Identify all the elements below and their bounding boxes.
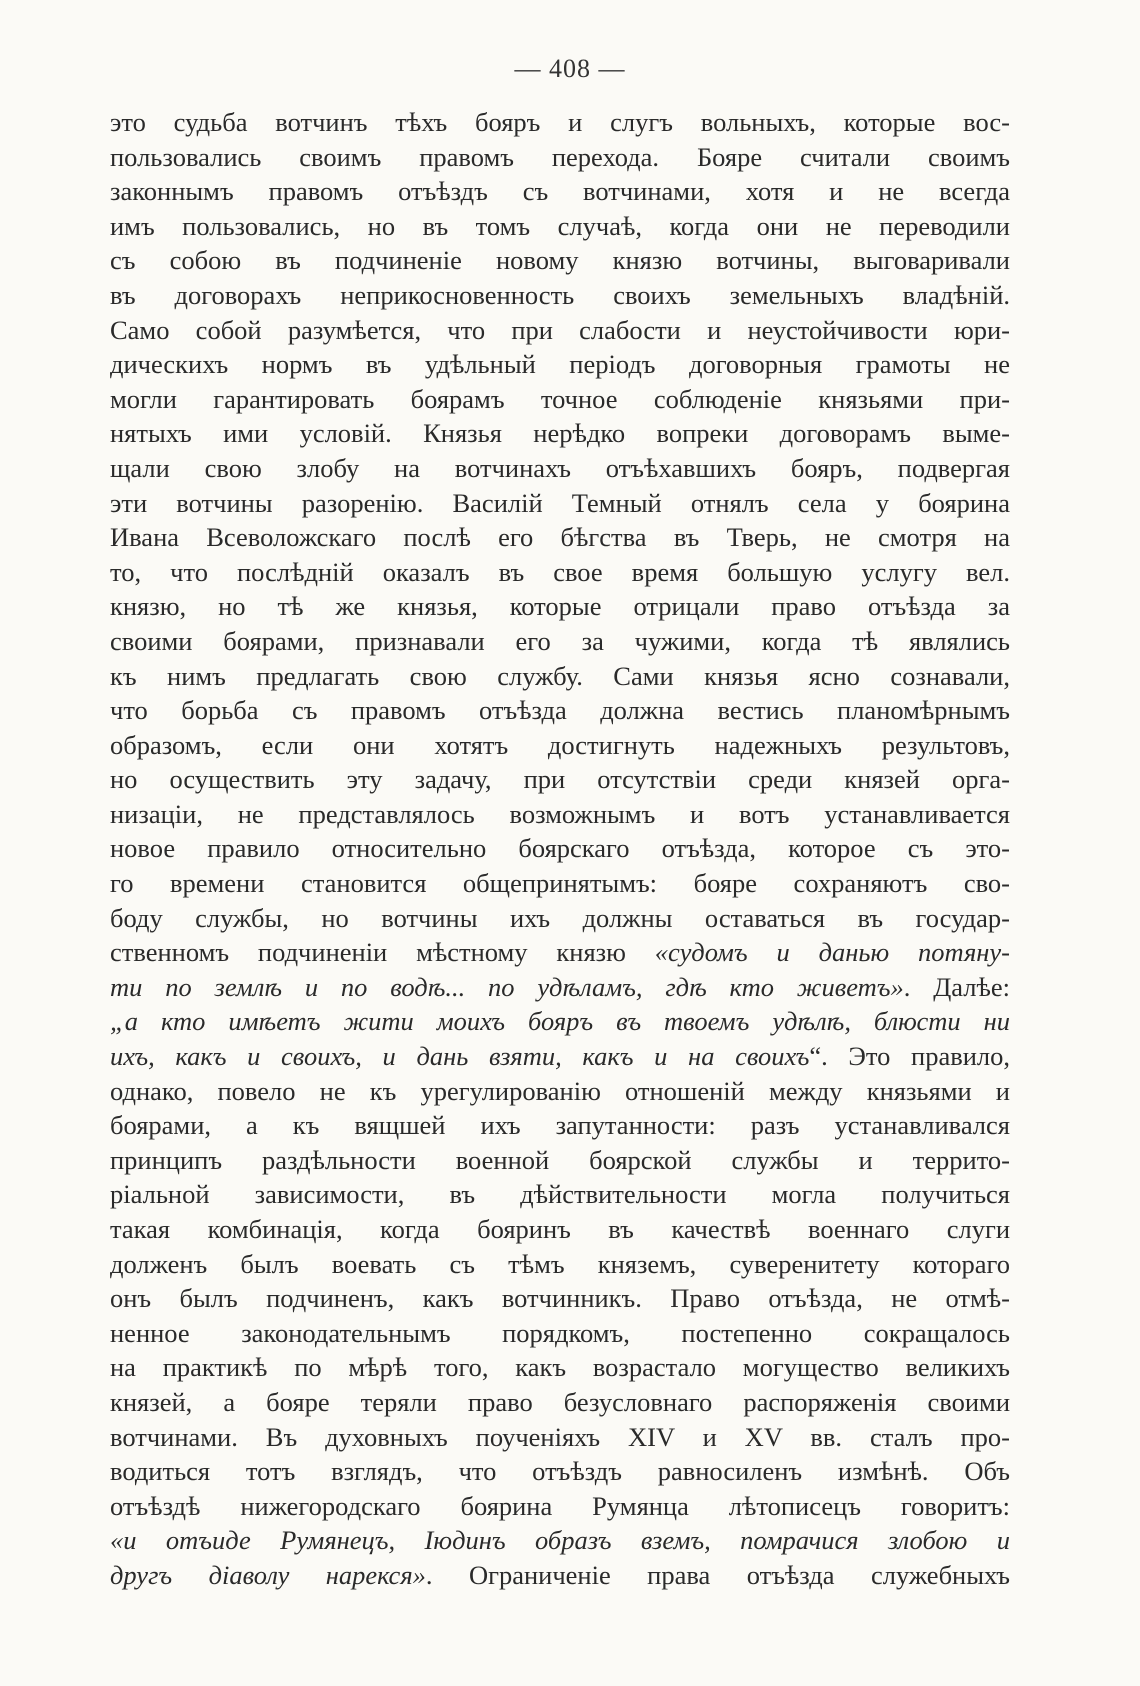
text-segment: такая комбинація, когда бояринъ въ качествѣ военнаго слуги <box>110 1214 1010 1244</box>
text-line <box>110 174 1010 209</box>
text-segment: что борьба съ правомъ отъѣзда должна вестись планомѣрнымъ <box>110 695 1010 726</box>
text-segment: щали свою злобу на вотчинахъ отъѣхавшихъ бояръ, подвергая <box>110 452 1010 483</box>
text-line <box>110 1454 1010 1489</box>
text-segment: то, что послѣдній оказалъ въ свое время большую услугу вел. <box>110 556 1010 587</box>
text-segment: низаціи, не представлялось возможнымъ и вотъ устанавливается <box>110 798 1010 829</box>
text-line <box>110 1316 1010 1351</box>
text-line <box>110 347 1010 382</box>
text-line <box>110 1108 1010 1143</box>
text-segment: это судьба вотчинъ тѣхъ бояръ и слугъ вольныхъ, которые вос- <box>110 107 1010 137</box>
text-segment: съ собою въ подчиненіе новому князю вотчины, выговаривали <box>110 245 1010 276</box>
text-line <box>110 1385 1010 1420</box>
text-line <box>110 1074 1010 1109</box>
text-line <box>110 728 1010 763</box>
text-line <box>110 901 1010 936</box>
text-segment: князей, а бояре теряли право безусловнаго распоряженія своими <box>110 1386 1010 1417</box>
text-line <box>110 1420 1010 1455</box>
text-segment: водиться тотъ взглядъ, что отъѣздъ равносиленъ измѣнѣ. Объ <box>110 1456 1010 1487</box>
text-segment: въ договорахъ неприкосновенность своихъ земельныхъ владѣній. <box>110 279 1010 310</box>
text-line <box>110 1212 1010 1247</box>
text-segment: дическихъ нормъ въ удѣльный періодъ договорныя грамоты не <box>110 349 1010 380</box>
text-line <box>110 140 1010 175</box>
page-number: — 408 — <box>514 54 626 83</box>
text-line <box>110 1143 1010 1178</box>
text-segment: однако, повело не къ урегулированію отношеній между князьями и <box>110 1075 1010 1106</box>
quote-segment: «судомъ и данью потяну- <box>654 937 1010 968</box>
text-segment: вотчинами. Въ духовныхъ поученіяхъ XIV и XV вв. сталъ про- <box>110 1421 1010 1452</box>
text-segment: нятыхъ ими условій. Князья нерѣдко вопреки договорамъ выме- <box>110 418 1010 449</box>
quote-segment: ти по землѣ и по водѣ... по удѣламъ, гдѣ кто живетъ» <box>110 971 904 1002</box>
text-line <box>110 1177 1010 1212</box>
text-segment: го времени становится общепринятымъ: бояре сохраняютъ сво- <box>110 868 1010 899</box>
text-segment: “. Это правило, <box>809 1041 1010 1072</box>
text-segment: . Ограниченіе права отъѣзда служебныхъ <box>425 1559 1010 1590</box>
text-segment: боду службы, но вотчины ихъ должны оставаться въ государ- <box>110 902 1010 933</box>
text-line <box>110 659 1010 694</box>
text-segment: ріальной зависимости, въ дѣйствительности могла получиться <box>110 1179 1010 1210</box>
text-line <box>110 1350 1010 1385</box>
text-line <box>110 831 1010 866</box>
text-line <box>110 1039 1010 1074</box>
text-line <box>110 866 1010 901</box>
quote-segment: ихъ, какъ и своихъ, и дань взяти, какъ и на своихъ <box>110 1041 810 1072</box>
text-line <box>110 313 1010 348</box>
text-segment: . Далѣе: <box>903 971 1010 1002</box>
text-segment: своими боярами, признавали его за чужими, когда тѣ являлись <box>110 625 1010 656</box>
text-segment: ственномъ подчиненіи мѣстному князю <box>110 937 655 968</box>
text-segment: князю, но тѣ же князья, которые отрицали право отъѣзда за <box>110 591 1010 622</box>
text-line <box>110 555 1010 590</box>
text-segment: имъ пользовались, но въ томъ случаѣ, когда они не переводили <box>110 210 1010 241</box>
text-segment: къ нимъ предлагать свою службу. Сами князья ясно сознавали, <box>110 660 1010 691</box>
text-segment: на практикѣ по мѣрѣ того, какъ возрастало могущество великихъ <box>110 1352 1010 1383</box>
text-segment: новое правило относительно боярскаго отъѣзда, которое съ это- <box>110 833 1010 864</box>
text-segment: Само собой разумѣется, что при слабости и неустойчивости юри- <box>110 314 1010 345</box>
quote-segment: «и отъиде Румянецъ, Іюдинъ образъ вземъ, помрачися злобою и <box>110 1525 1010 1556</box>
text-segment: образомъ, если они хотятъ достигнуть надежныхъ результовъ, <box>110 729 1010 760</box>
text-segment: боярами, а къ вящшей ихъ запутанности: разъ устанавливался <box>110 1110 1010 1141</box>
text-segment: долженъ былъ воевать съ тѣмъ княземъ, суверенитету котораго <box>110 1248 1010 1279</box>
text-line <box>110 1489 1010 1524</box>
text-line <box>110 1004 1010 1039</box>
text-line <box>110 693 1010 728</box>
body-text <box>110 105 1010 1593</box>
text-line <box>110 589 1010 624</box>
text-line <box>110 1523 1010 1558</box>
quote-segment: „а кто имѣетъ жити моихъ бояръ въ твоемъ удѣлѣ, блюсти ни <box>110 1006 1010 1037</box>
text-segment: отъѣздѣ нижегородскаго боярина Румянца лѣтописецъ говоритъ: <box>110 1490 1010 1521</box>
text-line <box>110 1247 1010 1282</box>
text-line <box>110 451 1010 486</box>
text-line <box>110 797 1010 832</box>
text-line <box>110 416 1010 451</box>
text-line <box>110 1558 1010 1593</box>
text-segment: могли гарантировать боярамъ точное соблюденіе князьями при- <box>110 383 1010 414</box>
text-segment: онъ былъ подчиненъ, какъ вотчинникъ. Право отъѣзда, не отмѣ- <box>110 1283 1010 1314</box>
text-segment: Ивана Всеволожскаго послѣ его бѣгства въ Тверь, не смотря на <box>110 522 1010 553</box>
text-line <box>110 278 1010 313</box>
text-line <box>110 209 1010 244</box>
text-line <box>110 1281 1010 1316</box>
text-segment: пользовались своимъ правомъ перехода. Бояре считали своимъ <box>110 141 1010 172</box>
text-line <box>110 970 1010 1005</box>
text-line <box>110 243 1010 278</box>
text-line <box>110 762 1010 797</box>
text-line <box>110 624 1010 659</box>
text-segment: но осуществить эту задачу, при отсутствіи среди князей орга- <box>110 764 1010 795</box>
text-line <box>110 486 1010 521</box>
text-segment: ненное законодательнымъ порядкомъ, постепенно сокращалось <box>110 1317 1010 1348</box>
text-line <box>110 382 1010 417</box>
text-segment: эти вотчины разоренію. Василій Темный отнялъ села у боярина <box>110 487 1010 518</box>
text-line <box>110 935 1010 970</box>
quote-segment: другъ діаволу нарекся» <box>110 1559 426 1590</box>
text-segment: законнымъ правомъ отъѣздъ съ вотчинами, хотя и не всегда <box>110 176 1010 207</box>
text-line <box>110 105 1010 140</box>
text-segment: принципъ раздѣльности военной боярской службы и террито- <box>110 1144 1010 1175</box>
text-line <box>110 520 1010 555</box>
